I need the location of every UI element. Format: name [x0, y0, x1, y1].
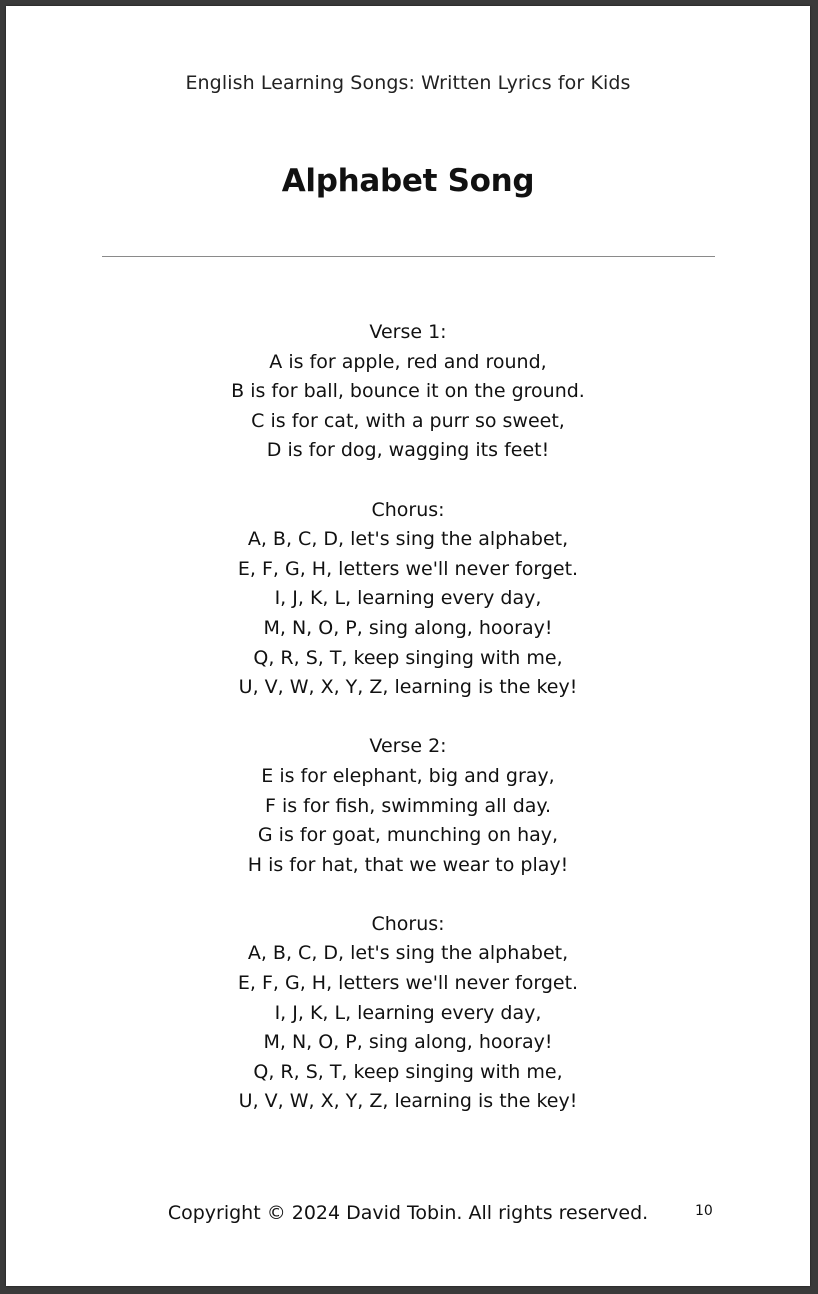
page-footer: [6, 1202, 810, 1224]
stanza-chorus-1: [6, 496, 810, 703]
stanza-chorus-2: [6, 910, 810, 1117]
lyric-line: U, V, W, X, Y, Z, learning is the key!: [238, 1090, 578, 1113]
lyric-line: E, F, G, H, letters we'll never forget.: [237, 972, 579, 995]
lyric-line: A is for apple, red and round,: [269, 350, 547, 373]
lyric-line: I, J, K, L, learning every day,: [274, 587, 542, 610]
stanza-verse-2: [6, 732, 810, 880]
divider-line: [102, 256, 715, 257]
lyrics-body: [6, 318, 810, 1147]
copyright-notice: Copyright © 2024 David Tobin. All rights reserved.: [167, 1202, 649, 1224]
stanza-label: Chorus:: [371, 912, 445, 935]
song-title: Alphabet Song: [281, 163, 535, 199]
lyric-line: M, N, O, P, sing along, hooray!: [263, 616, 553, 639]
lyric-line: C is for cat, with a purr so sweet,: [251, 409, 565, 432]
lyric-line: Q, R, S, T, keep singing with me,: [253, 1060, 563, 1083]
lyric-line: E is for elephant, big and gray,: [261, 764, 555, 787]
lyric-line: I, J, K, L, learning every day,: [274, 1001, 542, 1024]
lyric-line: F is for fish, swimming all day.: [264, 794, 551, 817]
lyric-line: A, B, C, D, let's sing the alphabet,: [247, 942, 569, 965]
running-header: English Learning Songs: Written Lyrics for Kids: [185, 72, 631, 94]
lyric-line: A, B, C, D, let's sing the alphabet,: [247, 528, 569, 551]
lyric-line: E, F, G, H, letters we'll never forget.: [237, 557, 579, 580]
stanza-label: Verse 2:: [369, 735, 447, 758]
lyric-line: U, V, W, X, Y, Z, learning is the key!: [238, 676, 578, 699]
document-page: [6, 6, 810, 1286]
lyric-line: M, N, O, P, sing along, hooray!: [263, 1031, 553, 1054]
stanza-label: Chorus:: [371, 498, 445, 521]
stanza-verse-1: [6, 318, 810, 466]
lyric-line: H is for hat, that we wear to play!: [247, 853, 569, 876]
lyric-line: Q, R, S, T, keep singing with me,: [253, 646, 563, 669]
lyric-line: G is for goat, munching on hay,: [257, 824, 559, 847]
page-number: 10: [695, 1203, 713, 1219]
stanza-label: Verse 1:: [369, 321, 447, 343]
lyric-line: B is for ball, bounce it on the ground.: [231, 380, 585, 403]
lyric-line: D is for dog, wagging its feet!: [266, 439, 550, 462]
